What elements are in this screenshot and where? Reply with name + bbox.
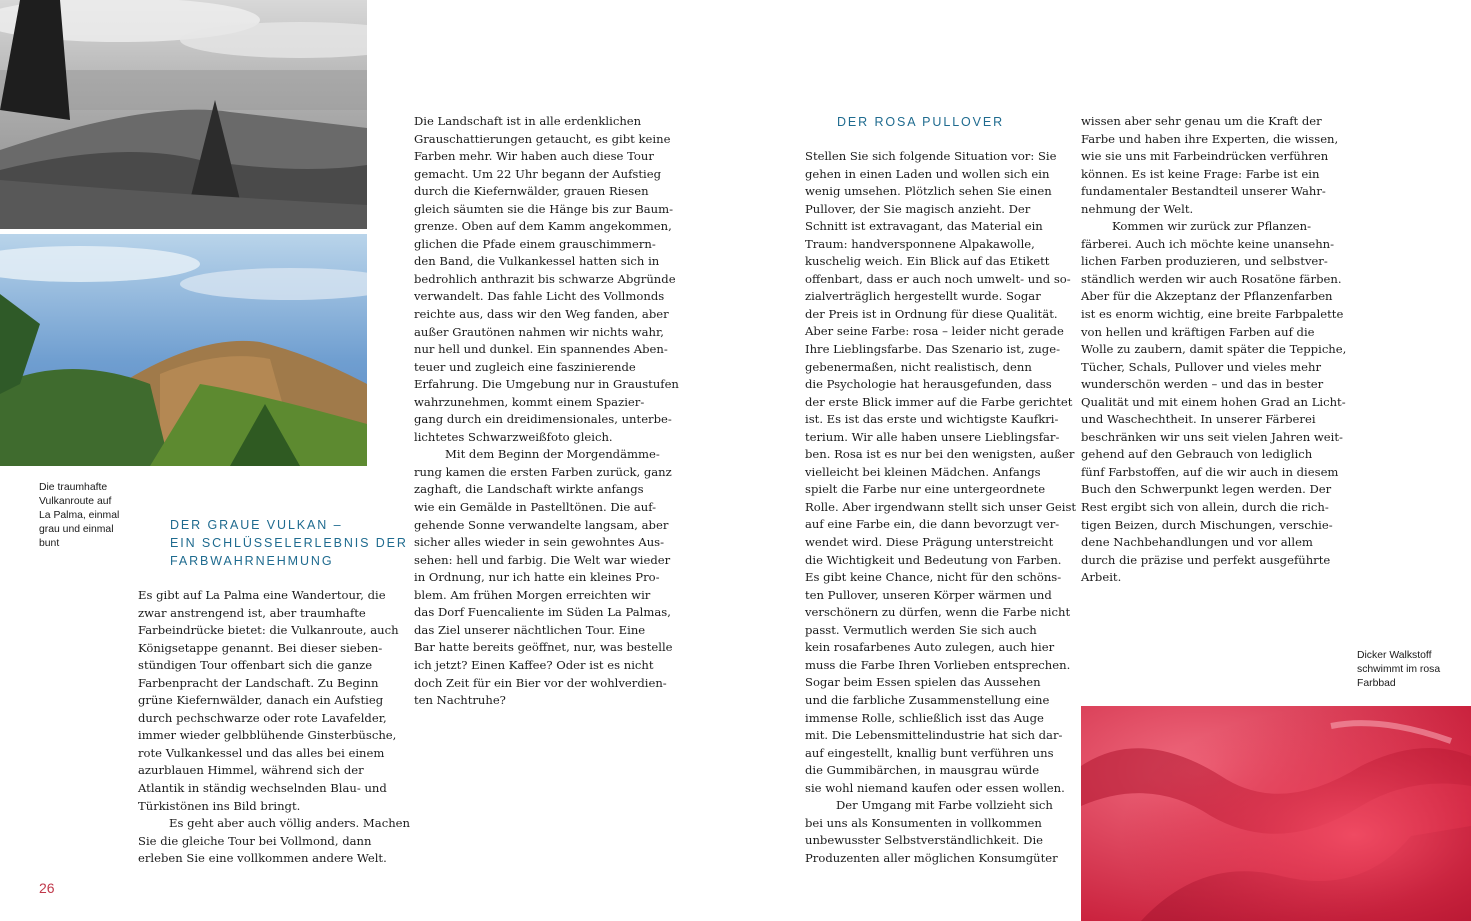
page-number: 26	[39, 880, 55, 896]
grey-volcano-photo	[0, 0, 367, 229]
text-column-3	[805, 148, 1077, 867]
paragraph: Es gibt auf La Palma eine Wandertour, die zwar anstrengend ist, aber traumhafte Farbeindrücke bietet: die Vulkanroute, auch Königsetappe genannt. Bei dieser sieben- stündigen Tour offenbart sich die ganze Farbenpracht der Landschaft. Zu Beginn grüne Kiefernwälder, danach ein Aufstieg durch pechschwarze oder rote Lavafelder, immer wieder gelbblühende Ginsterbüsche, rote Vulkankessel und das alles bei einem azurblauen Himmel, während sich der Atlantik in ständig wechselnden Blau- und Türkistönen ins Bild bringt.	[138, 588, 399, 813]
paragraph: Die Landschaft ist in alle erdenklichen Grauschattierungen getaucht, es gibt keine Farben mehr. Wir haben auch diese Tour gemacht. Um 22 Uhr begann der Aufstieg durch die Kiefernwälder, grauen Riesen gleich säumten sie die Hänge bis zur Baum- grenze. Oben auf dem Kamm angekommen, glichen die Pfade einem grauschimmern- den Band, die Vulkankessel hatten sich in bedrohlich anthrazit bis schwarze Abgründe verwandelt. Das fahle Licht des Vollmonds reichte aus, dass wir den Weg fanden, aber außer Grautönen nahmen wir nichts wahr, nur hell und dunkel. Ein spannendes Aben- teuer und zugleich eine faszinierende Erfahrung. Die Umgebung nur in Graustufen wahrzunehmen, kommt einem Spazier- gang durch ein dreidimensionales, unterbe- lichtetes Schwarzweißfoto gleich.	[414, 114, 679, 444]
section-heading-pink-pullover: DER ROSA PULLOVER	[837, 115, 1005, 129]
wool-photo-caption: Dicker Walkstoff schwimmt im rosa Farbbad	[1357, 650, 1441, 689]
paragraph: Mit dem Beginn der Morgendämme- rung kamen die ersten Farben zurück, ganz zaghaft, die Landschaft wirkte anfangs wie ein Gemälde in Pastelltönen. Die auf- gehende Sonne verwandelte langsam, aber sicher alles wieder in sein gewohntes Aus- sehen: hell und farbig. Die Welt war wieder in Ordnung, nur ich hatte ein kleines Pro- blem. Am frühen Morgen erreichten wir das Dorf Fuencaliente im Süden La Palmas, das Ziel unserer nächtlichen Tour. Eine Bar hatte bereits geöffnet, nur, was bestelle ich jetzt? Einen Kaffee? Oder ist es nicht doch Zeit für ein Bier vor der wohlverdien- ten Nachtruhe?	[414, 447, 673, 708]
volcano-photo-caption: Die traumhafte Vulkanroute auf La Palma, einmal grau und einmal bunt	[39, 482, 120, 549]
paragraph: Es geht aber auch völlig anders. Machen Sie die gleiche Tour bei Vollmond, dann erleben Sie eine vollkommen andere Welt.	[138, 816, 410, 866]
paragraph: Kommen wir zurück zur Pflanzen- färberei. Auch ich möchte keine unansehn- lichen Farben produzieren, und selbstver- ständlich werden wir auch Rosatöne färben. Aber für die Akzeptanz der Pflanzenfarben ist es enorm wichtig, eine breite Farbpalette von hellen und kräftigen Farben auf die Wolle zu zaubern, damit später die Teppiche, Tücher, Schals, Pullover und vieles mehr wunderschön werden – und das in bester Qualität und mit einem hohen Grad an Licht- und Waschechtheit. In unserer Färberei beschränken wir uns seit vielen Jahren weit- gehend auf den Gebrauch von lediglich fünf Farbstoffen, auf die wir auch in diesem Buch den Schwerpunkt legen werden. Der Rest ergibt sich von allein, durch die rich- tigen Beizen, durch Mischungen, verschie- dene Nachbehandlungen und vor allem durch die präzise und perfekt ausgeführte Arbeit.	[1081, 219, 1347, 585]
pink-wool-photo	[1081, 706, 1471, 921]
text-column-4	[1081, 113, 1347, 587]
color-volcano-photo	[0, 234, 367, 466]
section-heading-grey-volcano: DER GRAUE VULKAN – EIN SCHLÜSSELERLEBNIS DER FARBWAHRNEHMUNG	[170, 518, 408, 568]
text-column-2	[414, 113, 679, 710]
paragraph: wissen aber sehr genau um die Kraft der Farbe und haben ihre Experten, die wissen, wie sie uns mit Farbeindrücken verführen können. Es ist keine Frage: Farbe ist ein fundamentaler Bestandteil unserer Wahr- nehmung der Welt.	[1081, 114, 1339, 216]
text-column-1	[138, 587, 410, 868]
paragraph: Stellen Sie sich folgende Situation vor: Sie gehen in einen Laden und wollen sich ein wenig umsehen. Plötzlich sehen Sie einen Pullover, der Sie magisch anzieht. Der Schnitt ist extravagant, das Material ein Traum: handversponnene Alpakawolle, kuschelig weich. Ein Blick auf das Etikett offenbart, dass er auch noch umwelt- und so- zialverträglich hergestellt wurde. Sogar der Preis ist in Ordnung für diese Qualität. Aber seine Farbe: rosa – leider nicht gerade Ihre Lieblingsfarbe. Das Szenario ist, zuge- gebenermaßen, nicht realistisch, denn die Psychologie hat herausgefunden, dass der erste Blick immer auf die Farbe gerichtet ist. Es ist das erste und wichtigste Kaufkri- terium. Wir alle haben unsere Lieblingsfar- ben. Rosa ist es nur bei den wenigsten, außer vielleicht bei kleinen Mädchen. Anfangs spielt die Farbe nur eine untergeordnete Rolle. Aber irgendwann stellt sich unser Geist auf eine Farbe ein, die dann bevorzugt ver- wendet wird. Diese Prägung unterstreicht die Wichtigkeit und Bedeutung von Farben. Es gibt keine Chance, nicht für den schöns- ten Pullover, unseren Körper wärmen und verschönern zu dürfen, wenn die Farbe nicht passt. Vermutlich werden Sie sich auch kein rosafarbenes Auto zulegen, auch hier muss die Farbe Ihren Vorlieben entsprechen. Sogar beim Essen spielen das Aussehen und die farbliche Zusammenstellung eine immense Rolle, schließlich isst das Auge mit. Die Lebensmittelindustrie hat sich dar- auf eingestellt, knallig bunt verführen uns die Gummibärchen, in mausgrau würde sie wohl niemand kaufen oder essen wollen.	[805, 149, 1077, 795]
paragraph: Der Umgang mit Farbe vollzieht sich bei uns als Konsumenten in vollkommen unbewusster Selbstverständlichkeit. Die Produzenten aller möglichen Konsumgüter	[805, 798, 1058, 865]
